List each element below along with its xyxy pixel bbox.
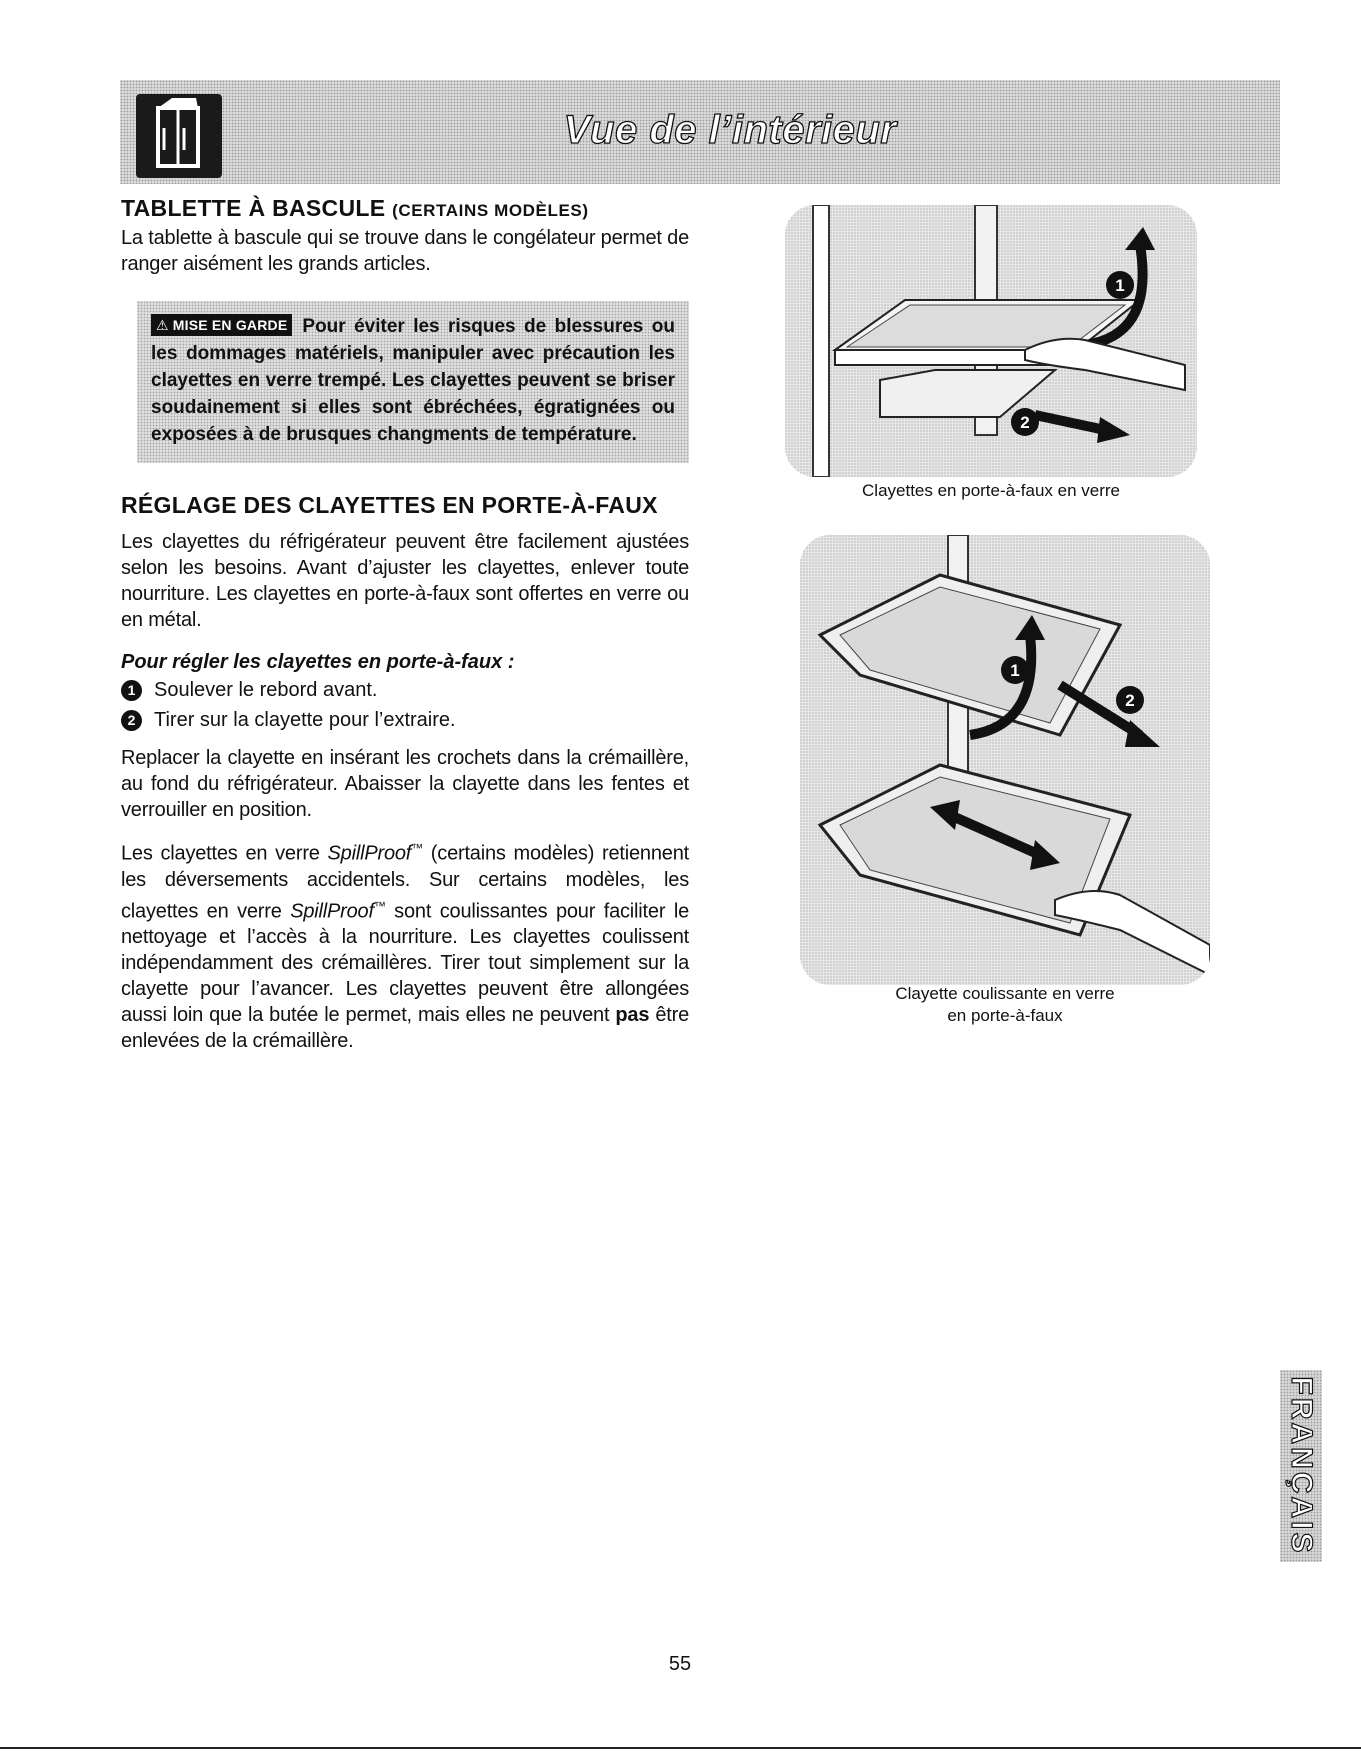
step-text: Tirer sur la clayette pour l’extraire. [154,709,456,731]
tablette-description: La tablette à bascule qui se trouve dans le congélateur permet de ranger aisément les grands articles. [121,227,689,275]
language-tab-label: FRANÇAIS [1285,1376,1318,1556]
warning-box [137,301,689,463]
sliding-shelf-illustration [800,535,1210,985]
replace-paragraph: Replacer la clayette en insérant les crochets dans la crémaillère, au fond du réfrigérateur. Abaisser la clayette dans les fentes et verrouiller en position. [121,747,689,821]
warning-text: Pour éviter les risques de blessures ou les dommages matériels, manipuler avec précaution les clayettes en verre trempé. Les clayettes peuvent se briser soudainement si elles sont ébréchées, égratignées ou exposées à de brusques changments de température. [151,316,675,445]
callout-1: 1 [1115,276,1125,295]
section-subtitle: (CERTAINS MODÈLES) [392,201,589,220]
callout-1: 1 [1010,661,1020,680]
main-content [121,194,689,1054]
trademark-mark: ™ [373,898,386,913]
step-text: Soulever le rebord avant. [154,679,378,701]
section-title-reglage: RÉGLAGE DES CLAYETTES EN PORTE-À-FAUX [121,492,658,518]
text-run: (certains modèles) retiennent les déversements accidentels. Sur certains modèles, les clayettes en verre [121,842,689,923]
figure-caption-2-line-2: en porte-à-faux [947,1006,1063,1025]
spillproof-paragraph [121,835,689,1054]
step-1 [121,675,689,705]
step-2 [121,705,689,735]
step-number-badge: 1 [121,680,142,701]
brand-name: SpillProof [327,842,412,865]
warning-triangle-icon: ⚠ [156,317,169,333]
text-run: être enlevées de la crémaillère. [121,1004,689,1053]
section-title-text: TABLETTE À BASCULE [121,195,386,221]
emphasis-pas: pas [615,1004,650,1027]
steps-title: Pour régler les clayettes en porte-à-faux : [121,651,515,673]
page-number: 55 [668,1653,692,1675]
text-run: Les clayettes en verre [121,842,328,865]
warning-label [151,314,292,336]
figure-caption-2 [800,983,1210,1027]
warning-label-text: MISE EN GARDE [172,317,288,333]
brand-name: SpillProof [290,900,374,923]
bottom-rule [0,1747,1361,1749]
text-run: sont coulissantes pour faciliter le nettoyage et l’accès à la nourriture. Les clayettes coulissent indépendamment des crémaillères. Tirer tout simplement sur la clayette pour l’avancer. Les clayettes peuvent être allongées aussi loin que la butée le permet, mais elles ne peuvent [121,900,690,1027]
page-title: Vue de l’intérieur [563,108,897,152]
figure-caption-1: Clayettes en porte-à-faux en verre [862,481,1120,500]
step-number-badge: 2 [121,710,142,731]
callout-2: 2 [1125,691,1135,710]
reglage-intro: Les clayettes du réfrigérateur peuvent être facilement ajustées selon les besoins. Avant d’ajuster les clayettes, enlever toute nourriture. Les clayettes en porte-à-faux sont offertes en verre ou en métal. [121,531,689,631]
callout-2: 2 [1020,413,1030,432]
cantilever-shelf-illustration [785,205,1197,477]
trademark-mark: ™ [411,841,423,855]
refrigerator-icon [136,94,222,178]
section-title-tablette [121,194,689,225]
figure-caption-2-line-1: Clayette coulissante en verre [895,984,1115,1003]
